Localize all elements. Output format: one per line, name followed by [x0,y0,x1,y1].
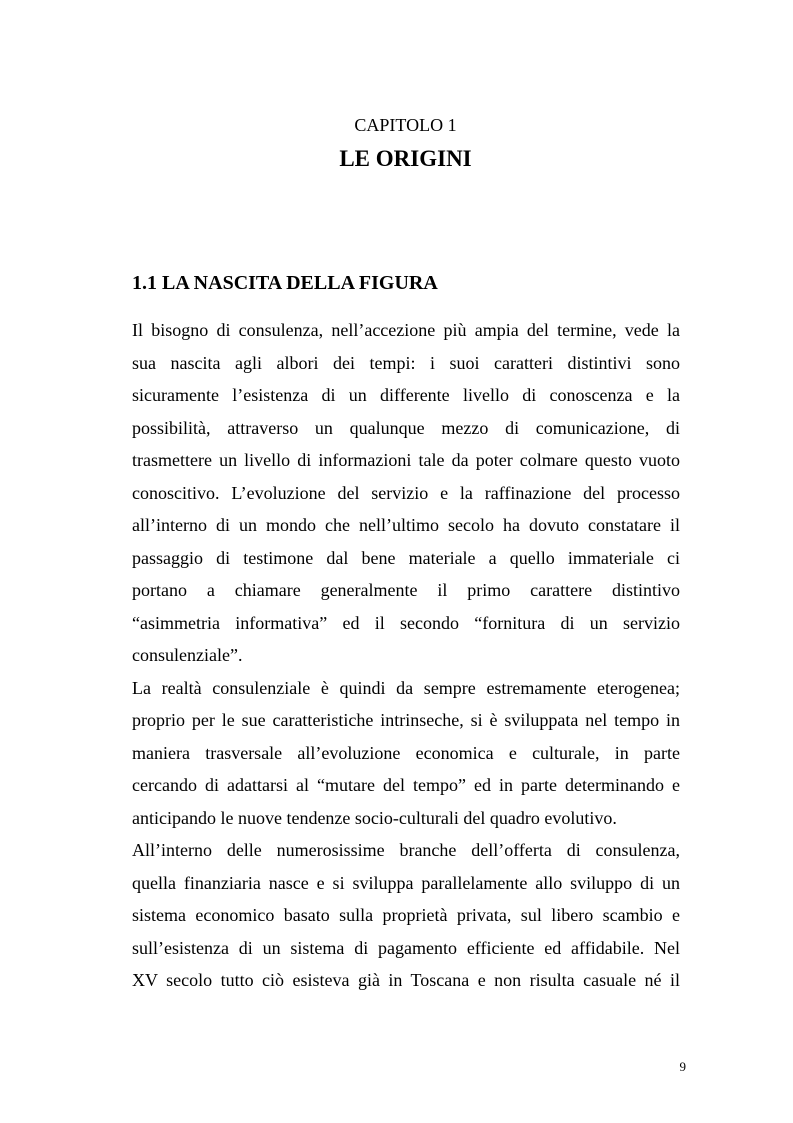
body-line: passaggio di testimone dal bene materiale a quello immateriale ci [132,547,680,568]
body-text [132,314,680,997]
body-line: proprio per le sue caratteristiche intrinseche, si è sviluppata nel tempo in [132,710,680,730]
chapter-label: CAPITOLO 1 [354,115,457,135]
body-line: “asimmetria informativa” ed il secondo “fornitura di un servizio [132,612,680,633]
body-line: all’interno di un mondo che nell’ultimo secolo ha dovuto constatare il [132,515,680,535]
body-line: conoscitivo. L’evoluzione del servizio e la raffinazione del processo [132,482,680,503]
body-line: consulenziale”. [132,645,243,665]
body-line: All’interno delle numerosissime branche dell’offerta di consulenza, [132,840,680,860]
body-line: XV secolo tutto ciò esisteva già in Toscana e non risulta casuale né il [132,970,680,990]
body-line: maniera trasversale all’evoluzione economica e culturale, in parte [132,742,680,763]
section-heading: 1.1 LA NASCITA DELLA FIGURA [132,272,438,294]
body-line: portano a chiamare generalmente il primo carattere distintivo [132,580,680,600]
body-line: cercando di adattarsi al “mutare del tempo” ed in parte determinando e [132,775,680,795]
body-line: La realtà consulenziale è quindi da sempre estremamente eterogenea; [132,677,680,698]
body-line: possibilità, attraverso un qualunque mezzo di comunicazione, di [132,417,680,438]
body-line: anticipando le nuove tendenze socio-culturali del quadro evolutivo. [132,807,617,828]
body-line: sistema economico basato sulla proprietà privata, sul libero scambio e [132,905,680,925]
body-line: sua nascita agli albori dei tempi: i suoi caratteri distintivi sono [132,352,680,373]
body-line: sicuramente l’esistenza di un differente livello di conoscenza e la [132,385,680,405]
body-line: sull’esistenza di un sistema di pagamento efficiente ed affidabile. Nel [132,937,680,958]
body-line: trasmettere un livello di informazioni tale da poter colmare questo vuoto [132,450,680,470]
page-number: 9 [679,1059,686,1074]
body-line: quella finanziaria nasce e si sviluppa parallelamente allo sviluppo di un [132,872,680,893]
body-line: Il bisogno di consulenza, nell’accezione più ampia del termine, vede la [132,320,680,340]
chapter-title: LE ORIGINI [339,146,472,171]
